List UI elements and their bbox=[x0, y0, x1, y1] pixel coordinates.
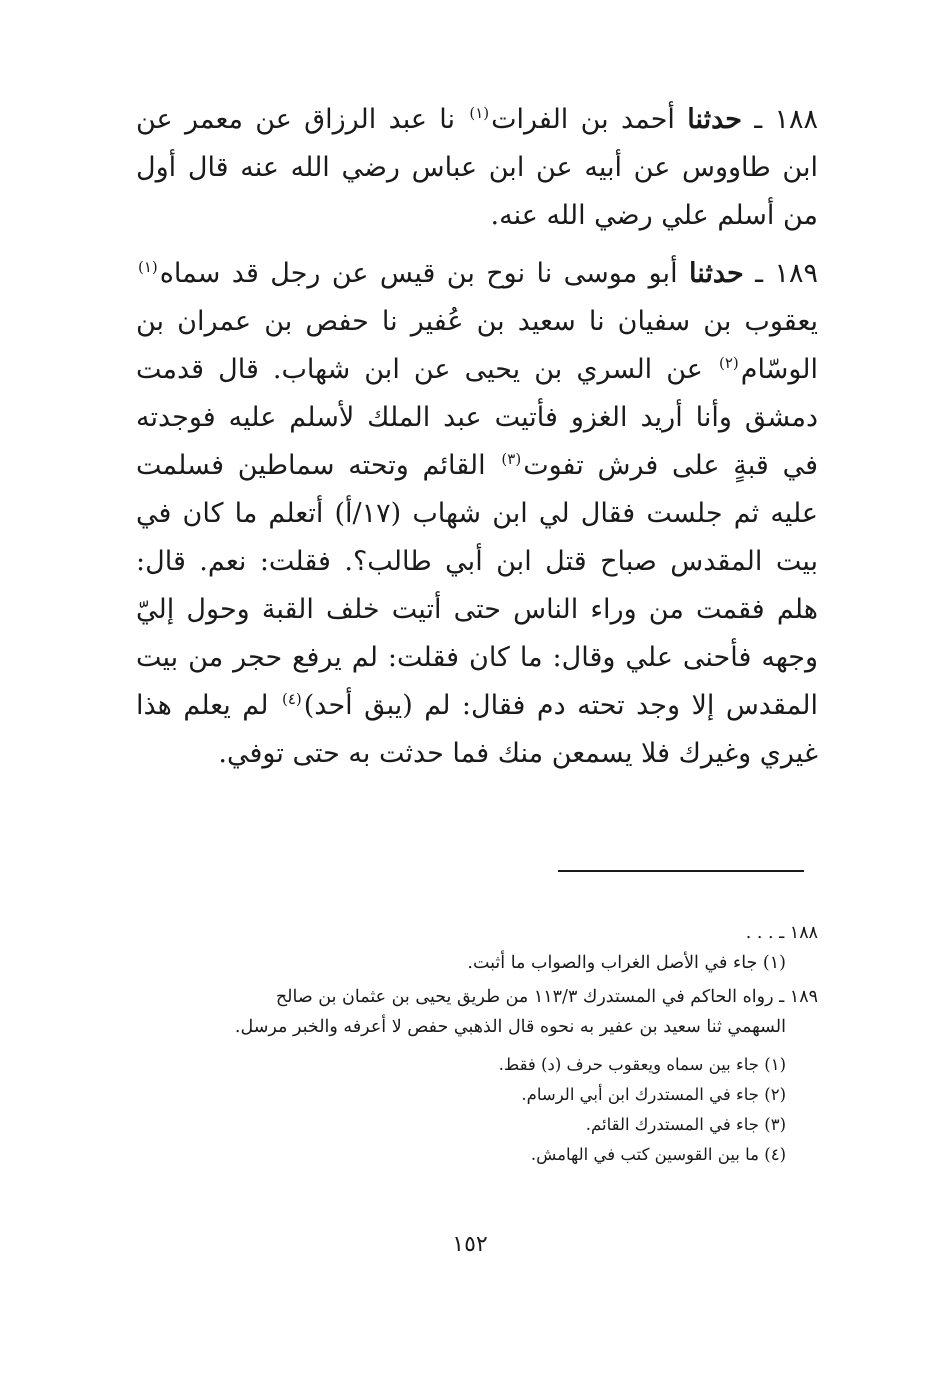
hadith-189 bbox=[136, 250, 818, 778]
hadith-number: ١٨٩ ـ bbox=[755, 258, 818, 289]
main-text bbox=[136, 96, 818, 778]
footnote-189-1: (١) جاء بين سماه ويعقوب حرف (د) فقط. bbox=[498, 1055, 786, 1074]
footnotes bbox=[126, 918, 818, 1170]
footnote-189-2: (٢) جاء في المستدرك ابن أبي الرسام. bbox=[521, 1085, 786, 1104]
hadith-lead-word: حدثنا bbox=[687, 104, 742, 135]
footnote-189-3: (٣) جاء في المستدرك القائم. bbox=[585, 1115, 786, 1134]
footnote-189-paragraph bbox=[126, 982, 818, 1042]
hadith-text: القائم وتحته سماطين فسلمت عليه ثم جلست فقال لي ابن شهاب (١٧/أ) أتعلم ما كان في بيت المقدس صباح قتل ابن أبي طالب؟. فقلت: نعم. قال: هلم فقمت من وراء الناس حتى أتيت خلف القبة وحول إليّ وجهه فأحنى علي وقال: ما كان فقلت: لم يرفع حجر من بيت المقدس إلا وجد تحته دم فقال: لم (يبق أحد) bbox=[136, 450, 818, 721]
hadith-text: نا عبد الرزاق عن معمر عن ابن طاووس عن أبيه عن ابن عباس رضي الله عنه قال أول من أسلم علي رضي الله عنه. bbox=[136, 104, 818, 231]
hadith-text: لم يعلم هذا غيري وغيرك فلا يسمعن منك فما حدثت به حتى توفي. bbox=[136, 690, 818, 769]
footnote-188-1: (١) جاء في الأصل الغراب والصواب ما أثبت. bbox=[467, 953, 786, 973]
footnote-189-list bbox=[126, 1050, 818, 1170]
footnote-marker: (٤) bbox=[281, 690, 302, 708]
footnote-marker: (٢) bbox=[718, 354, 739, 372]
page-number: ١٥٢ bbox=[452, 1232, 488, 1257]
footnote-189-4: (٤) ما بين القوسين كتب في الهامش. bbox=[530, 1145, 786, 1164]
hadith-text: أبو موسى نا نوح بن قيس عن رجل قد سماه bbox=[159, 258, 678, 289]
hadith-text: أحمد بن الفرات bbox=[491, 104, 675, 135]
footnote-189-text-continued: السهمي ثنا سعيد بن عفير به نحوه قال الذهبي حفص لا أعرفه والخبر مرسل. bbox=[234, 1017, 786, 1037]
footnote-marker: (٣) bbox=[501, 450, 522, 468]
hadith-lead-word: حدثنا bbox=[688, 258, 744, 289]
footnote-divider bbox=[558, 870, 804, 872]
hadith-188 bbox=[136, 96, 818, 240]
hadith-text: يعقوب بن سفيان نا سعيد بن عُفير نا حفص بن عمران بن الوسّام bbox=[136, 306, 818, 385]
footnote-189-text: ١٨٩ ـ رواه الحاكم في المستدرك ١١٣/٣ من طريق يحيى بن عثمان بن صالح bbox=[275, 987, 818, 1007]
hadith-text: عن السري بن يحيى عن ابن شهاب. قال قدمت دمشق وأنا أريد الغزو فأتيت عبد الملك لأسلم عليه فوجدته في قبةٍ على فرش تفوت bbox=[136, 354, 818, 481]
hadith-number: ١٨٨ ـ bbox=[754, 104, 818, 135]
footnote-heading-188: ١٨٨ ـ . . . bbox=[745, 923, 818, 943]
footnote-marker: (١) bbox=[138, 258, 158, 276]
footnote-marker: (١) bbox=[469, 104, 490, 122]
